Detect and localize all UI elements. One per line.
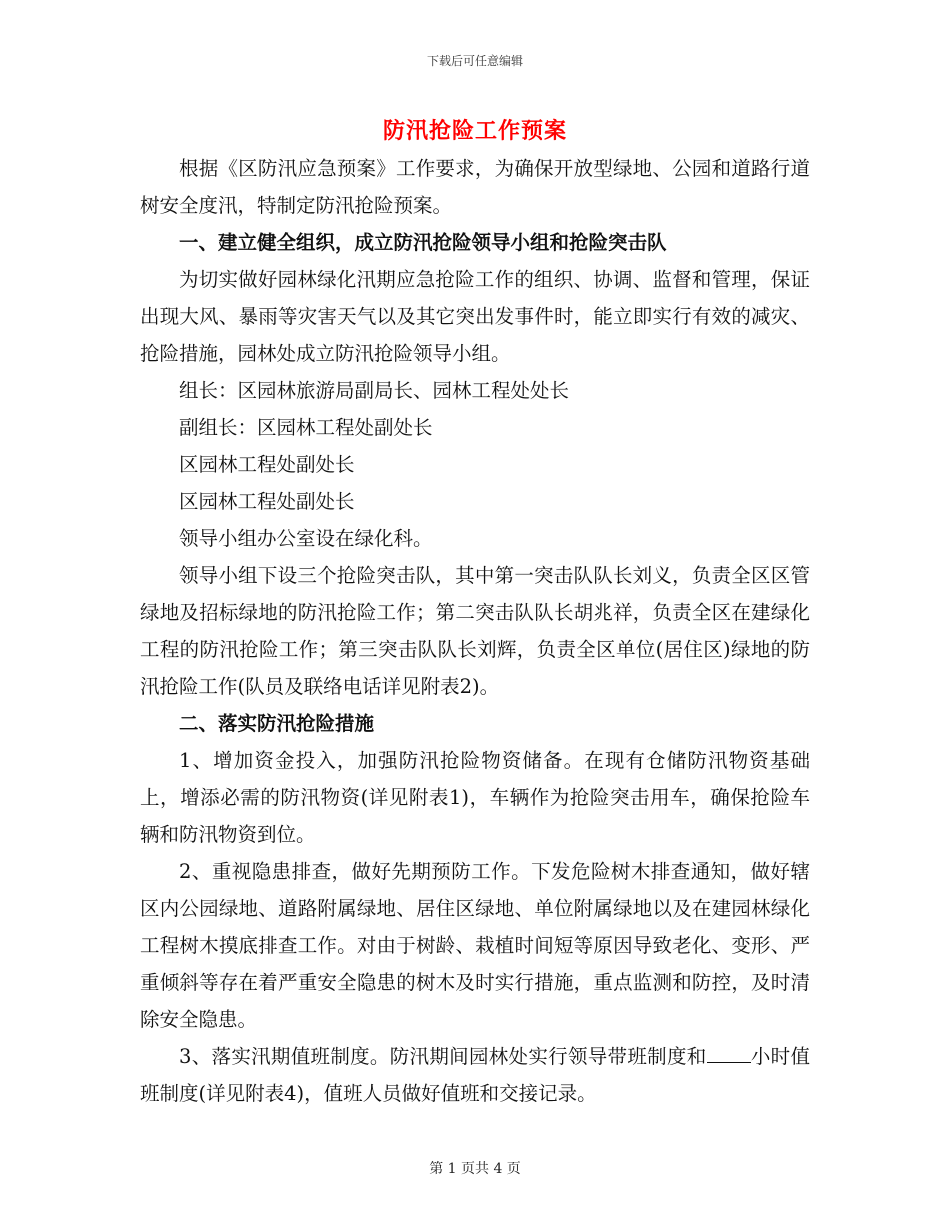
measure-3-text-after: 小时值班制度(详见附表4)，值班人员做好值班和交接记录。	[140, 1045, 810, 1105]
measure-3-text-before: 3、落实汛期值班制度。防汛期间园林处实行领导带班制度和	[179, 1045, 707, 1068]
paragraph-leader: 组长：区园林旅游局副局长、园林工程处处长	[179, 379, 570, 402]
paragraph-teams: 领导小组下设三个抢险突击队，其中第一突击队队长刘义，负责全区区管绿地及招标绿地的防汛抢险工作；第二突击队队长胡兆祥，负责全区在建绿化工程的防汛抢险工作；第三突击队队长刘辉，负责全区单位(居住区)绿地的防汛抢险工作(队员及联络电话详见附表2)。	[140, 564, 810, 698]
paragraph-deputy-2: 区园林工程处副处长	[179, 490, 355, 513]
page-footer: 第 1 页共 4 页	[429, 1161, 521, 1177]
section-heading-2: 二、落实防汛抢险措施	[179, 712, 375, 735]
paragraph-office: 领导小组办公室设在绿化科。	[179, 527, 433, 550]
document-body	[140, 150, 810, 1112]
paragraph-measure-2: 2、重视隐患排查，做好先期预防工作。下发危险树木排查通知，做好辖区内公园绿地、道路附属绿地、居住区绿地、单位附属绿地以及在建园林绿化工程树木摸底排查工作。对由于树龄、栽植时间短等原因导致老化、变形、严重倾斜等存在着严重安全隐患的树木及时实行措施，重点监测和防控，及时清除安全隐患。	[140, 860, 810, 1031]
document-title: 防汛抢险工作预案	[382, 118, 567, 144]
paragraph-deputy-1: 区园林工程处副处长	[179, 453, 355, 476]
paragraph-measure-1: 1、增加资金投入，加强防汛抢险物资储备。在现有仓储防汛物资基础上，增添必需的防汛物资(详见附表1)，车辆作为抢险突击用车，确保抢险车辆和防汛物资到位。	[140, 749, 810, 846]
header-note: 下载后可任意编辑	[426, 54, 523, 68]
paragraph-deputy-leader: 副组长：区园林工程处副处长	[179, 416, 433, 439]
paragraph-measure-3	[140, 1038, 810, 1112]
section-heading-1: 一、建立健全组织，成立防汛抢险领导小组和抢险突击队	[179, 231, 667, 254]
paragraph-purpose: 为切实做好园林绿化汛期应急抢险工作的组织、协调、监督和管理，保证出现大风、暴雨等灾害天气以及其它突出发事件时，能立即实行有效的减灾、抢险措施，园林处成立防汛抢险领导小组。	[140, 268, 810, 365]
fill-in-blank	[707, 1044, 751, 1063]
intro-paragraph: 根据《区防汛应急预案》工作要求，为确保开放型绿地、公园和道路行道树安全度汛，特制定防汛抢险预案。	[140, 157, 810, 217]
